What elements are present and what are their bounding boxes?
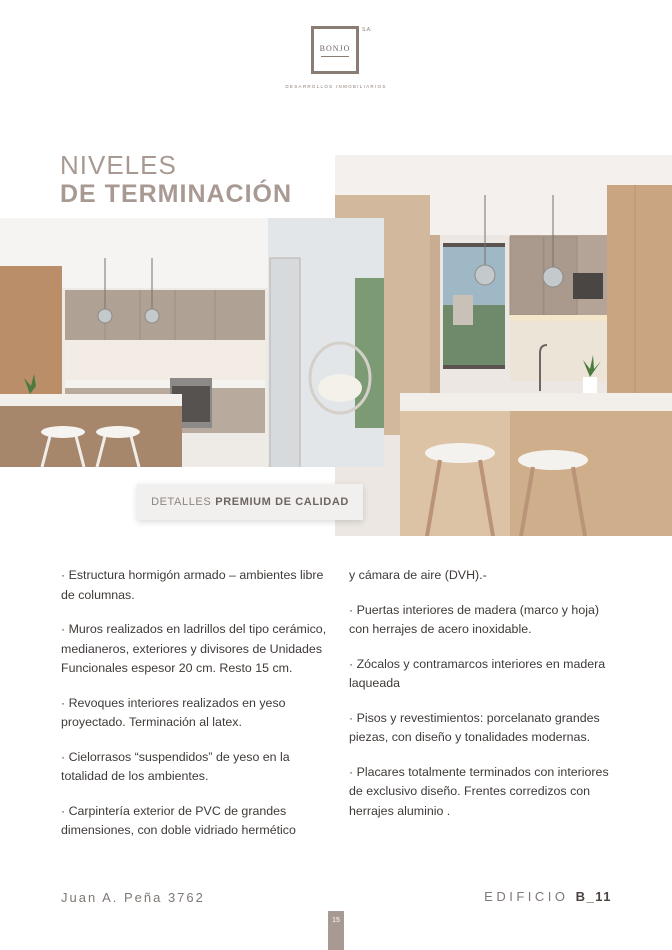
feature-item: · Placares totalmente terminados con interiores de exclusivo diseño. Frentes corredizos con herrajes aluminio . — [349, 764, 609, 818]
company-logo — [311, 26, 359, 74]
kitchen-photo-left — [0, 218, 384, 467]
logo-suffix: S.A. — [362, 27, 372, 33]
feature-item: · Muros realizados en ladrillos del tipo cerámico, medianeros, exteriores y divisores de Unidades Funcionales espesor 20 cm. Resto 15 cm. — [61, 622, 327, 675]
feature-item: · Pisos y revestimientos: porcelanato grandes piezas, con diseño y tonalidades modernas. — [349, 710, 600, 744]
logo-tagline: DESARROLLOS INMOBILIARIOS — [285, 84, 387, 89]
logo-rule — [321, 56, 349, 57]
page-number: 15 — [328, 911, 344, 950]
kitchen-photo-right — [335, 155, 672, 536]
feature-item: · Revoques interiores realizados en yeso proyectado. Terminación al latex. — [61, 695, 286, 729]
features-column-right — [349, 566, 614, 836]
badge-prefix: DETALLES — [151, 496, 212, 508]
building-prefix: EDIFICIO — [484, 889, 569, 904]
features-column-left — [61, 566, 329, 856]
page-title-line2: DE TERMINACIÓN — [60, 180, 293, 208]
footer-address: Juan A. Peña 3762 — [61, 890, 205, 905]
feature-item: · Zócalos y contramarcos interiores en madera laqueada — [349, 656, 606, 690]
footer-building — [484, 889, 612, 904]
premium-details-badge — [137, 484, 363, 520]
feature-item: y cámara de aire (DVH).- — [349, 568, 487, 582]
logo-name: BONJO — [319, 43, 351, 53]
badge-emphasis: PREMIUM DE CALIDAD — [215, 496, 349, 508]
feature-item: · Estructura hormigón armado – ambientes libre de columnas. — [61, 568, 324, 602]
page-title-line1: NIVELES — [60, 150, 177, 180]
feature-item: · Carpintería exterior de PVC de grandes dimensiones, con doble vidriado hermético — [61, 803, 296, 837]
feature-item: · Puertas interiores de madera (marco y hoja) con herrajes de acero inoxidable. — [349, 602, 599, 636]
feature-item: · Cielorrasos “suspendidos” de yeso en la totalidad de los ambientes. — [61, 749, 290, 783]
building-code: B_11 — [575, 889, 612, 904]
